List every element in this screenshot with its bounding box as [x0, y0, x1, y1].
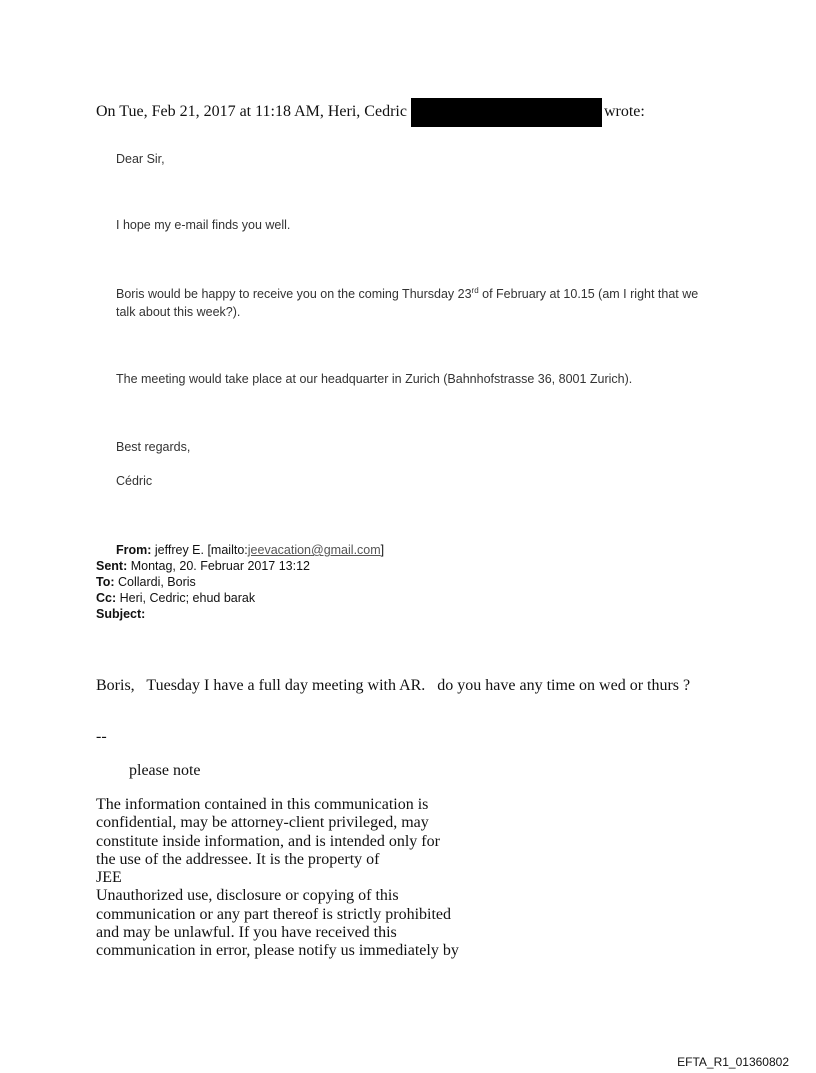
note-title: please note [129, 762, 201, 779]
header-prefix: On Tue, Feb 21, 2017 at 11:18 AM, Heri, Cedric [96, 103, 407, 120]
disclaimer-line: the use of the addressee. It is the property of [96, 850, 380, 868]
disclaimer-line: constitute inside information, and is intended only for [96, 832, 440, 850]
paragraph-meeting-location: The meeting would take place at our headquarter in Zurich (Bahnhofstrasse 36, 8001 Zurich). [116, 372, 633, 386]
redaction-block [411, 98, 602, 127]
cc-line: Cc: Heri, Cedric; ehud barak [96, 591, 256, 605]
disclaimer-line: communication in error, please notify us immediately by [96, 942, 459, 960]
paragraph-meeting-offer: Boris would be happy to receive you on the coming Thursday 23rd of February at 10.15 (am I right that we talk about this week?). [116, 285, 699, 319]
disclaimer-line: communication or any part thereof is strictly prohibited [96, 905, 452, 923]
disclaimer-line: and may be unlawful. If you have received this [96, 924, 397, 942]
disclaimer-line: confidential, may be attorney-client privileged, may [96, 814, 429, 832]
signature: Cédric [116, 474, 153, 488]
disclaimer [96, 796, 476, 961]
reply-text: Boris, Tuesday I have a full day meeting with AR. do you have any time on wed or thurs ? [96, 677, 691, 694]
disclaimer-line: JEE [96, 869, 122, 887]
closing: Best regards, [116, 440, 191, 454]
from-email-link[interactable]: jeevacation@gmail.com [247, 543, 381, 557]
paragraph-well-wishes: I hope my e-mail finds you well. [116, 218, 291, 232]
from-line: From: jeffrey E. [mailto:jeevacation@gmail.com] [116, 543, 385, 557]
document-id: EFTA_R1_01360802 [677, 1055, 789, 1069]
subject-line: Subject: [96, 607, 146, 621]
sent-line: Sent: Montag, 20. Februar 2017 13:12 [96, 559, 311, 573]
ordinal-suffix: rd [471, 285, 479, 295]
disclaimer-line: The information contained in this communication is [96, 796, 429, 813]
signature-separator: -- [96, 728, 107, 745]
email-header-line [96, 98, 645, 127]
to-line: To: Collardi, Boris [96, 575, 196, 589]
header-suffix: wrote: [603, 103, 645, 120]
disclaimer-line: Unauthorized use, disclosure or copying of this [96, 887, 399, 905]
greeting: Dear Sir, [116, 152, 165, 166]
